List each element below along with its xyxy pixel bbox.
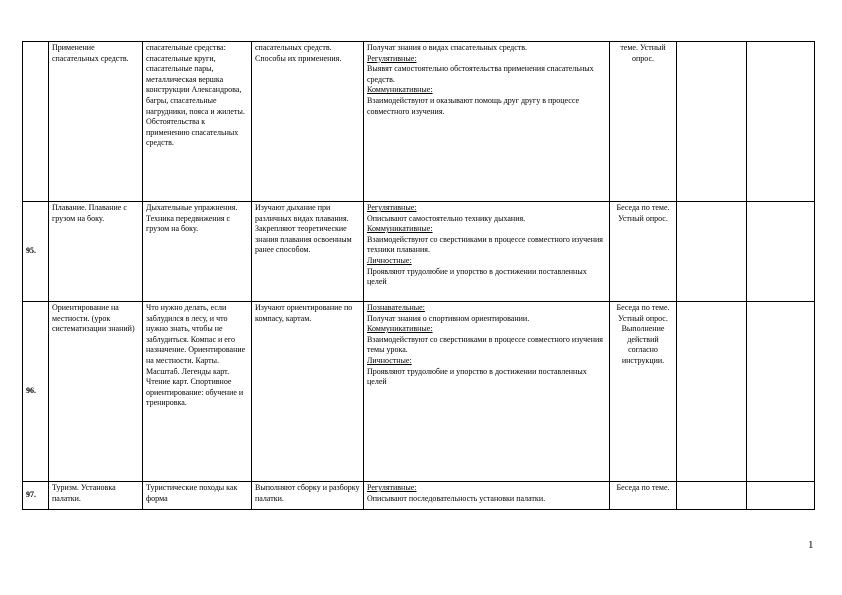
outcome-heading: Личностные: bbox=[367, 355, 412, 365]
table-row bbox=[23, 202, 815, 302]
empty-cell bbox=[747, 202, 815, 302]
page-number: 1 bbox=[808, 539, 814, 551]
lesson-content-cell: спасательные средства: спасательные круги, спасательные пары, металлическая вершка конструкции Александрова, багры, спасательные нагрудники, пояса и жилеты. Обстоятельства к применению спасательных средств. bbox=[143, 42, 252, 202]
lesson-number-cell: 97. bbox=[23, 482, 49, 510]
assessment-cell: теме. Устный опрос. bbox=[610, 42, 677, 202]
learning-outcomes-cell bbox=[364, 302, 610, 482]
empty-cell bbox=[677, 202, 747, 302]
table-row bbox=[23, 302, 815, 482]
outcome-text: Взаимодействуют и оказывают помощь друг другу в процессе совместного изучения. bbox=[367, 95, 580, 116]
table-row bbox=[23, 482, 815, 510]
outcome-text: Выявят самостоятельно обстоятельства применения спасательных средств. bbox=[367, 64, 594, 84]
empty-cell bbox=[747, 482, 815, 510]
table-row bbox=[23, 42, 815, 202]
empty-cell bbox=[677, 42, 747, 202]
student-activity-cell: Выполняют сборку и разборку палатки. bbox=[252, 482, 364, 510]
outcome-text: Проявляют трудолюбие и упорство в достижении поставленных целей bbox=[367, 366, 587, 387]
learning-outcomes-cell bbox=[364, 42, 610, 202]
lesson-number-cell: 96. bbox=[23, 302, 49, 482]
outcome-heading: Регулятивные: bbox=[367, 53, 417, 63]
outcome-text: Взаимодействуют со сверстниками в процессе совместного изучения техники плавания. bbox=[367, 234, 603, 255]
lesson-number-cell bbox=[23, 42, 49, 202]
lesson-topic-cell: Плавание. Плавание с грузом на боку. bbox=[49, 202, 143, 302]
student-activity-cell: спасательных средств. Способы их применения. bbox=[252, 42, 364, 202]
lesson-topic-cell: Ориентирование на местности. (урок систематизации знаний) bbox=[49, 302, 143, 482]
outcome-heading: Регулятивные: bbox=[367, 483, 417, 492]
lesson-plan-table bbox=[22, 41, 815, 510]
outcome-heading: Регулятивные: bbox=[367, 203, 417, 212]
outcome-heading: Познавательные: bbox=[367, 303, 425, 312]
student-activity-cell: Изучают дыхание при различных видах плавания. Закрепляют теоретические знания плавания освоенным ранее способом. bbox=[252, 202, 364, 302]
lesson-number-cell: 95. bbox=[23, 202, 49, 302]
outcome-heading: Коммуникативные: bbox=[367, 324, 433, 334]
assessment-cell: Беседа по теме. Устный опрос. Выполнение действий согласно инструкции. bbox=[610, 302, 677, 482]
empty-cell bbox=[677, 482, 747, 510]
outcome-text: Проявляют трудолюбие и упорство в достижении поставленных целей bbox=[367, 266, 587, 287]
assessment-cell: Беседа по теме. bbox=[610, 482, 677, 510]
assessment-cell: Беседа по теме. Устный опрос. bbox=[610, 202, 677, 302]
lesson-content-cell: Что нужно делать, если заблудился в лесу, и что нужно знать, чтобы не заблудиться. Компас и его назначение. Ориентирование на местности. Карты. Масштаб. Легенды карт. Чтение карт. Спортивное ориентирование: обучение и тренировка. bbox=[143, 302, 252, 482]
learning-outcomes-cell bbox=[364, 202, 610, 302]
outcome-text: Описывают самостоятельно технику дыхания. bbox=[367, 213, 526, 223]
outcome-text: Получат знания о видах спасательных средств. bbox=[367, 43, 528, 52]
outcome-heading: Коммуникативные: bbox=[367, 85, 433, 95]
empty-cell bbox=[747, 302, 815, 482]
lesson-topic-cell: Применение спасательных средств. bbox=[49, 42, 143, 202]
student-activity-cell: Изучают ориентирование по компасу, картам. bbox=[252, 302, 364, 482]
learning-outcomes-cell bbox=[364, 482, 610, 510]
outcome-text: Описывают последовательность установки палатки. bbox=[367, 493, 546, 503]
lesson-topic-cell: Туризм. Установка палатки. bbox=[49, 482, 143, 510]
empty-cell bbox=[677, 302, 747, 482]
outcome-heading: Коммуникативные: bbox=[367, 224, 433, 234]
lesson-content-cell: Дыхательные упражнения. Техника передвижения с грузом на боку. bbox=[143, 202, 252, 302]
empty-cell bbox=[747, 42, 815, 202]
outcome-text: Получат знания о спортивном ориентировании. bbox=[367, 313, 530, 323]
outcome-text: Взаимодействуют со сверстниками в процессе совместного изучения темы урока. bbox=[367, 334, 603, 355]
outcome-heading: Личностные: bbox=[367, 255, 412, 265]
lesson-content-cell: Туристические походы как форма bbox=[143, 482, 252, 510]
